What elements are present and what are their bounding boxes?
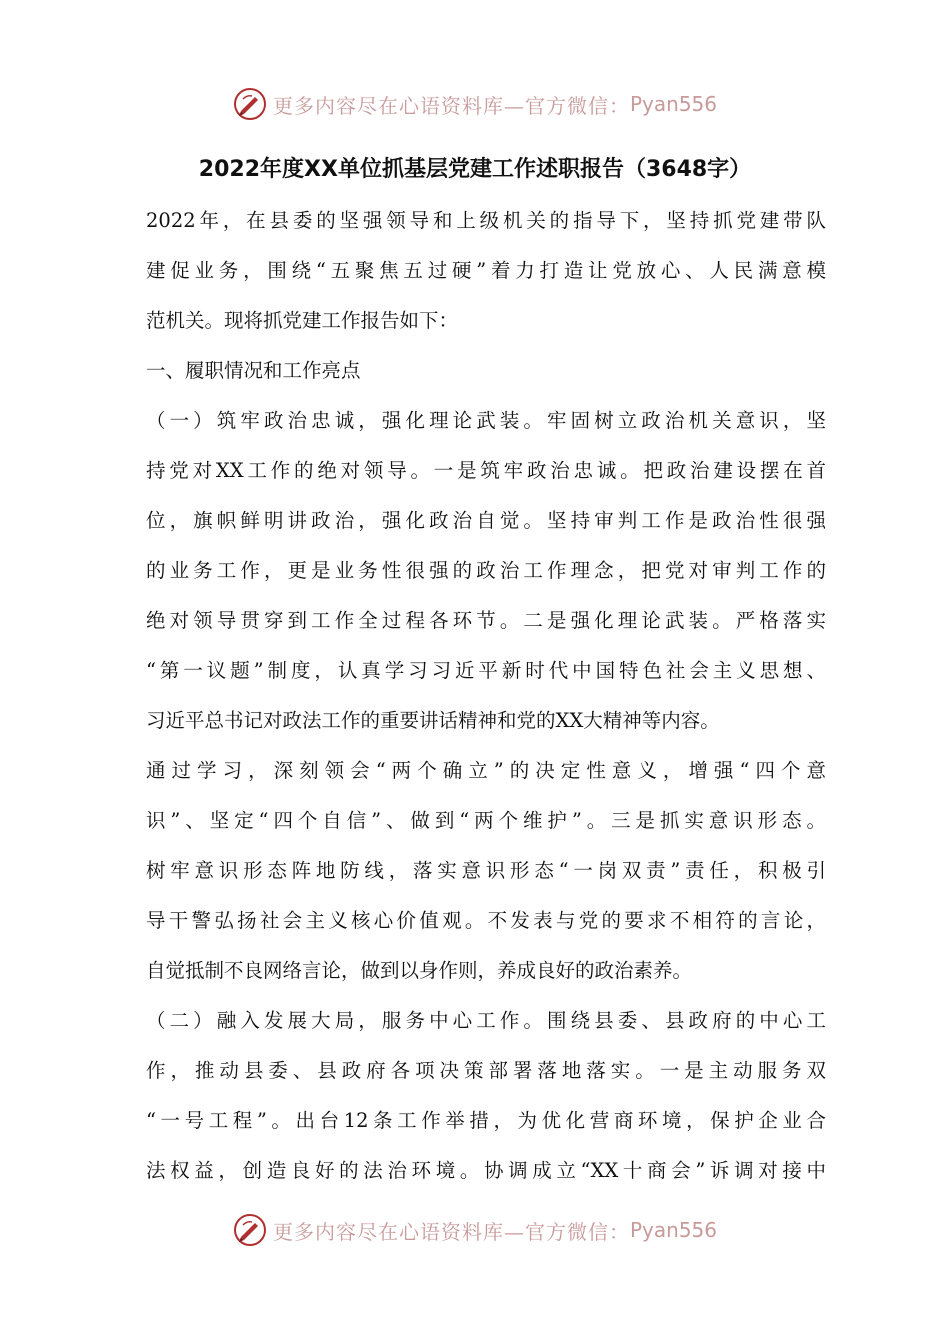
- body-line: 识”、坚定“四个自信”、做到“两个维护”。三是抓实意识形态。: [146, 809, 826, 832]
- watermark-text: 更多内容尽在心语资料库—官方微信：: [272, 1219, 630, 1244]
- body-line: 2022年，在县委的坚强领导和上级机关的指导下，坚持抓党建带队: [146, 209, 826, 232]
- watermark-header: [0, 84, 950, 124]
- body-line: 位，旗帜鲜明讲政治，强化政治自觉。坚持审判工作是政治性很强: [146, 509, 826, 532]
- watermark-handle: Pyan556: [629, 1218, 717, 1242]
- section-heading: 一、履职情况和工作亮点: [146, 359, 361, 382]
- pen-seal-icon: [233, 87, 267, 121]
- document-title: 2022年度XX单位抓基层党建工作述职报告（3648字）: [198, 157, 752, 182]
- body-line: 导干警弘扬社会主义核心价值观。不发表与党的要求不相符的言论，: [146, 909, 826, 932]
- body-line: “第一议题”制度，认真学习习近平新时代中国特色社会主义思想、: [146, 659, 826, 682]
- body-line: （一）筑牢政治忠诚，强化理论武装。牢固树立政治机关意识，坚: [146, 409, 826, 432]
- pen-seal-icon: [233, 1213, 267, 1247]
- watermark-footer: [0, 1210, 950, 1250]
- body-line: 绝对领导贯穿到工作全过程各环节。二是强化理论武装。严格落实: [146, 609, 826, 632]
- watermark-text: 更多内容尽在心语资料库—官方微信：: [272, 93, 630, 118]
- body-line: 树牢意识形态阵地防线，落实意识形态“一岗双责”责任，积极引: [146, 859, 826, 882]
- body-line: 的业务工作，更是业务性很强的政治工作理念，把党对审判工作的: [146, 559, 826, 582]
- body-line: 范机关。现将抓党建工作报告如下：: [146, 309, 459, 332]
- body-line: 作，推动县委、县政府各项决策部署落地落实。一是主动服务双: [146, 1059, 826, 1082]
- body-line: 持党对XX工作的绝对领导。一是筑牢政治忠诚。把政治建设摆在首: [146, 459, 826, 482]
- body-line: 建促业务，围绕“五聚焦五过硬”着力打造让党放心、人民满意模: [146, 259, 826, 282]
- body-line: 自觉抵制不良网络言论，做到以身作则，养成良好的政治素养。: [146, 959, 693, 982]
- watermark-handle: Pyan556: [629, 92, 717, 116]
- body-line: 习近平总书记对政法工作的重要讲话精神和党的XX大精神等内容。: [146, 709, 720, 732]
- body-line: 法权益，创造良好的法治环境。协调成立“XX十商会”诉调对接中: [146, 1159, 826, 1182]
- document-body: [146, 196, 826, 1196]
- body-line: （二）融入发展大局，服务中心工作。围绕县委、县政府的中心工: [146, 1009, 826, 1032]
- body-line: “一号工程”。出台12条工作举措，为优化营商环境，保护企业合: [146, 1109, 826, 1132]
- body-line: 通过学习，深刻领会“两个确立”的决定性意义，增强“四个意: [146, 759, 826, 782]
